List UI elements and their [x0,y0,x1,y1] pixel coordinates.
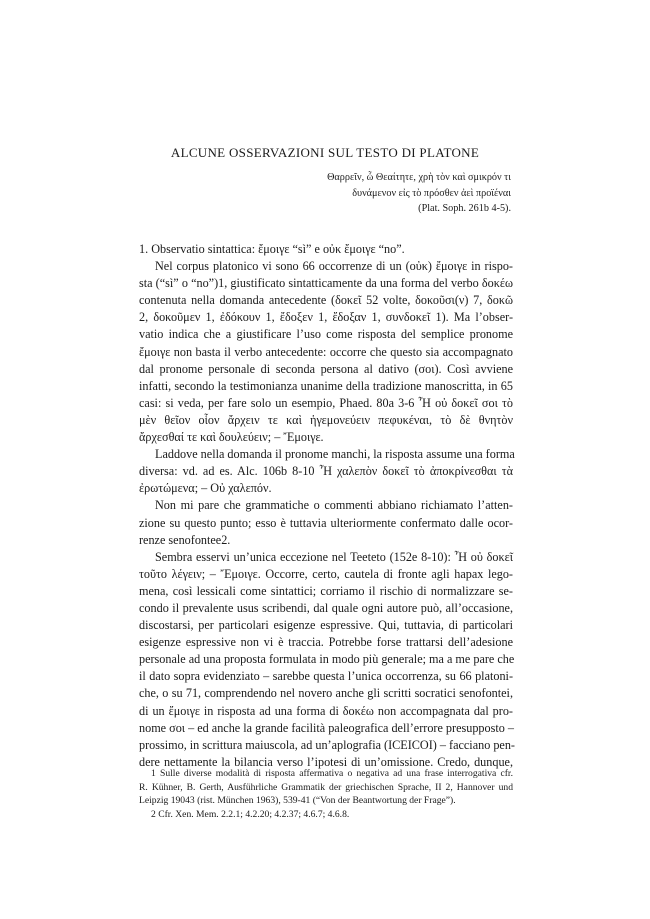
epigraph-line: δυνάμενον εἰς τὸ πρόσθεν ἀεὶ προϊέναι [352,187,511,199]
text-line: nome σοι – ed anche la grande facilità paleografica dell’errore presupposto – [139,720,514,735]
text-line: vatio indica che a giustificare l’uso come risposta del semplice pronome [139,327,513,342]
epigraph-citation: (Plat. Soph. 261b 4-5). [418,203,511,214]
text-line: discostarsi, per particolari esigenze espressive. Qui, tuttavia, di particolari [139,618,513,633]
text-line: casi: si veda, per fare solo un esempio, Phaed. 80a 3-6 Ἦ οὐ δοκεῖ σοι τὸ [139,395,513,410]
text-line: mena, così lessicali come sintattici; corriamo il rischio di normalizzare se- [139,583,513,598]
text-line: infatti, secondo la testimonianza unanime della tradizione manoscritta, in 65 [139,378,513,393]
text-line: dere nettamente la bilancia verso l’ipotesi di un’omissione. Credo, dunque, [139,754,513,769]
text-line: zione su questo punto; esso è tuttavia ulteriormente confermato dalle ocor- [139,515,513,530]
epigraph-line: Θαρρεῖν, ὦ Θεαίτητε, χρὴ τὸν καὶ σμικρόν τι [327,172,511,183]
text-line: dal pronome personale di seconda persona al dativo (σοι). Così avviene [139,361,513,376]
footnote-line: 1 Sulle diverse modalità di risposta affermativa o negativa ad una frase interrogativa cfr. [151,768,513,779]
footnote-line: R. Kühner, B. Gerth, Ausführliche Grammatik der griechischen Sprache, II 2, Hannover und [139,781,513,793]
text-line: esigenze espressive non vi è traccia. Potrebbe forse trattarsi dell’adesione [139,635,513,650]
text-line: ἐρωτώμενα; – Οὐ χαλεπόν. [139,481,272,496]
text-line: contenuta nella domanda antecedente (δοκεῖ 52 volte, δοκοῦσι(ν) 7, δοκῶ [139,293,513,308]
text-line: che, o su 71, comprendendo nel novero anche gli scritti socratici senofontei, [139,686,513,701]
text-line: renze senofontee2. [139,532,231,547]
text-line: prossimo, in scrittura maiuscola, ad un’aplografia (ΙϹΕΙϹΟΙ) – facciano pen- [139,737,515,752]
text-line: di un ἔμοιγε in risposta ad una forma di δοκέω non accompagnata dal pro- [139,703,513,718]
epigraph [327,170,511,217]
main-text [139,241,513,771]
text-line: ἔμοιγε non basta il verbo antecedente: occorre che questo sia accompagnato [139,344,513,359]
text-line: sta (“sì” o “no”)1, giustificato sintatticamente da una forma del verbo δοκέω [139,276,513,291]
footnote-line: Leipzig 19043 (rist. München 1963), 539-41 (“Von der Beantwortung der Frage”). [139,795,456,807]
text-line: μὲν θεῖον οἷον ἄρχειν τε καὶ ἡγεμονεύειν πεφυκέναι, τὸ δὲ θνητὸν [139,412,513,427]
footnote-line: 2 Cfr. Xen. Mem. 2.2.1; 4.2.20; 4.2.37; 4.6.7; 4.6.8. [151,808,350,820]
text-line: condo il prevalente usus scribendi, dal quale ogni autore può, all’occasione, [139,600,513,615]
text-line: il dato sopra evidenziato – sarebbe questa l’unica occorrenza, su 66 platoni- [139,669,513,684]
text-line: ἄρχεσθαί τε καὶ δουλεύειν; – Ἔμοιγε. [139,430,324,445]
text-line: personale ad una proposta formulata in modo più generale; ma a me pare che [139,652,515,667]
text-line: τοῦτο λέγειν; – Ἔμοιγε. Occorre, certo, cautela di fronte agli hapax lego- [139,566,513,581]
text-line: Laddove nella domanda il pronome manchi, la risposta assume una forma [155,447,515,462]
section-heading: 1. Observatio sintattica: ἔμοιγε “sì” e οὐκ ἔμοιγε “no”. [139,242,405,256]
text-line: Sembra esservi un’unica eccezione nel Teeteto (152e 8-10): Ἦ οὐ δοκεῖ [155,549,513,564]
text-line: 2, δοκοῦμεν 1, ἐδόκουν 1, ἔδοξεν 1, ἔδοξαν 1, συνδοκεῖ 1). Ma l’obser- [139,310,513,325]
text-line: Nel corpus platonico vi sono 66 occorrenze di un (οὐκ) ἔμοιγε in rispo- [155,259,513,274]
text-line: diversa: vd. ad es. Alc. 106b 8-10 Ἦ χαλεπὸν δοκεῖ τὸ ἀποκρίνεσθαι τὰ [139,464,513,479]
footnotes [139,767,513,821]
text-line: Non mi pare che grammatiche o commenti abbiano richiamato l’atten- [155,498,513,513]
page-title: ALCUNE OSSERVAZIONI SUL TESTO DI PLATONE [170,145,480,160]
